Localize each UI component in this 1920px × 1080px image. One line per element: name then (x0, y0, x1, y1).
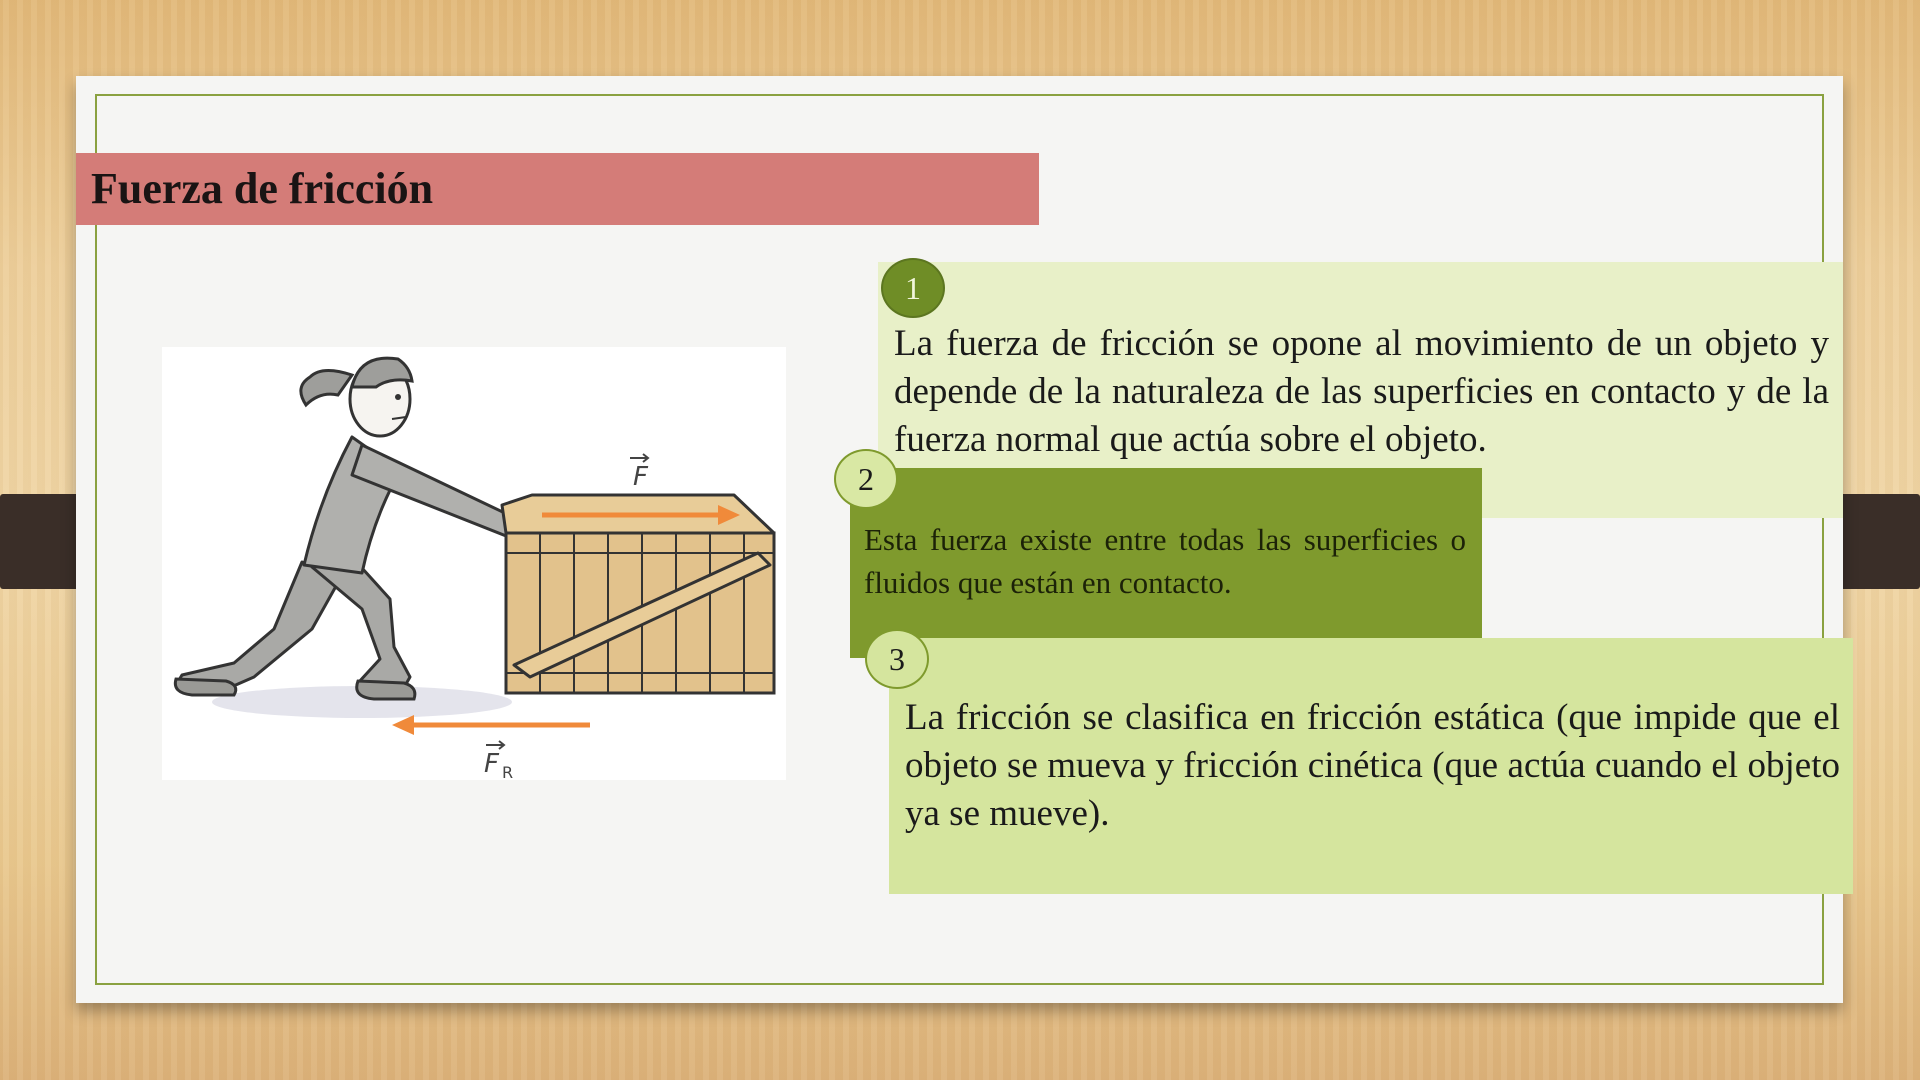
person-eye (395, 394, 401, 400)
point-1-text: La fuerza de fricción se opone al movimiento de un objeto y depende de la naturaleza de las superficies en contacto y de la fuerza normal que actúa sobre el objeto. (894, 323, 1829, 460)
point-1-number-badge: 1 (881, 258, 945, 318)
person-back-leg (176, 562, 340, 691)
person-front-shoe (357, 681, 415, 699)
point-2-box (850, 468, 1482, 658)
point-2-number-badge: 2 (834, 449, 898, 509)
friction-label-subscript: R (502, 763, 514, 780)
person-front-leg (312, 557, 410, 691)
friction-arrow-head (392, 715, 414, 735)
point-3-text: La fricción se clasifica en fricción estática (que impide que el objeto se mueva y fricción cinética (que actúa cuando el objeto ya se mueve). (905, 697, 1840, 834)
slide-title: Fuerza de fricción (91, 164, 434, 213)
slide-paper (76, 76, 1843, 1003)
force-label: F (633, 462, 648, 492)
friction-label: F (484, 749, 499, 779)
person-back-shoe (175, 679, 235, 695)
point-3-number-badge: 3 (865, 629, 929, 689)
person-ponytail (301, 370, 352, 405)
friction-illustration (162, 347, 786, 780)
point-3-box (889, 638, 1853, 894)
title-bar (76, 153, 1039, 225)
person-pushing-crate-illustration (162, 347, 786, 780)
point-2-text: Esta fuerza existe entre todas las superficies o fluidos que están en contacto. (864, 522, 1466, 600)
